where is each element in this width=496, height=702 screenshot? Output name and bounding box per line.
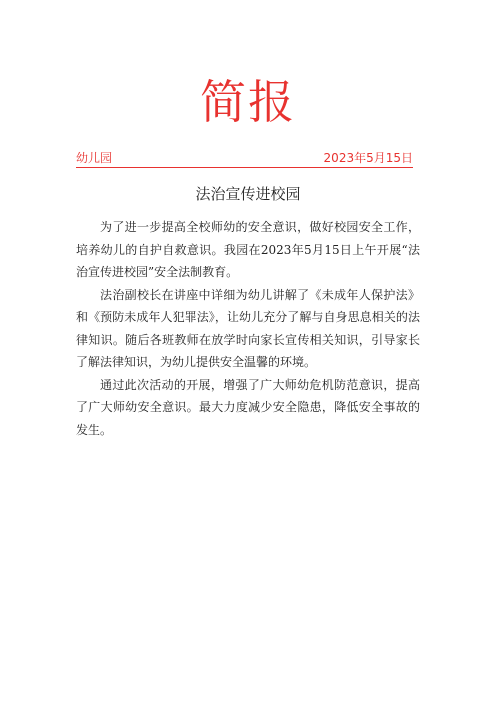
organization-name: 幼儿园 [76,151,113,165]
masthead-title: 简报 [200,75,296,129]
paragraph: 法治副校长在讲座中详细为幼儿讲解了《未成年人保护法》和《预防未成年人犯罪法》，让幼儿充分了解与自身思息相关的法律知识。随后各班教师在放学时向家长宣传相关知识，引导家长了解法律知识，为幼儿提供安全温馨的环境。 [76,287,420,369]
article-body [76,216,420,441]
article-title: 法治宣传进校园 [195,185,301,203]
header-meta-row [76,149,413,168]
paragraph: 为了进一步提高全校师幼的安全意识，做好校园安全工作，培养幼儿的自护自救意识。我园在2023年5月15日上午开展“法治宣传进校园”安全法制教育。 [76,220,420,279]
report-date: 2023年5月15日 [323,151,413,165]
paragraph: 通过此次活动的开展，增强了广大师幼危机防范意识，提高了广大师幼安全意识。最大力度减少安全隐患，降低安全事故的发生。 [76,377,420,437]
